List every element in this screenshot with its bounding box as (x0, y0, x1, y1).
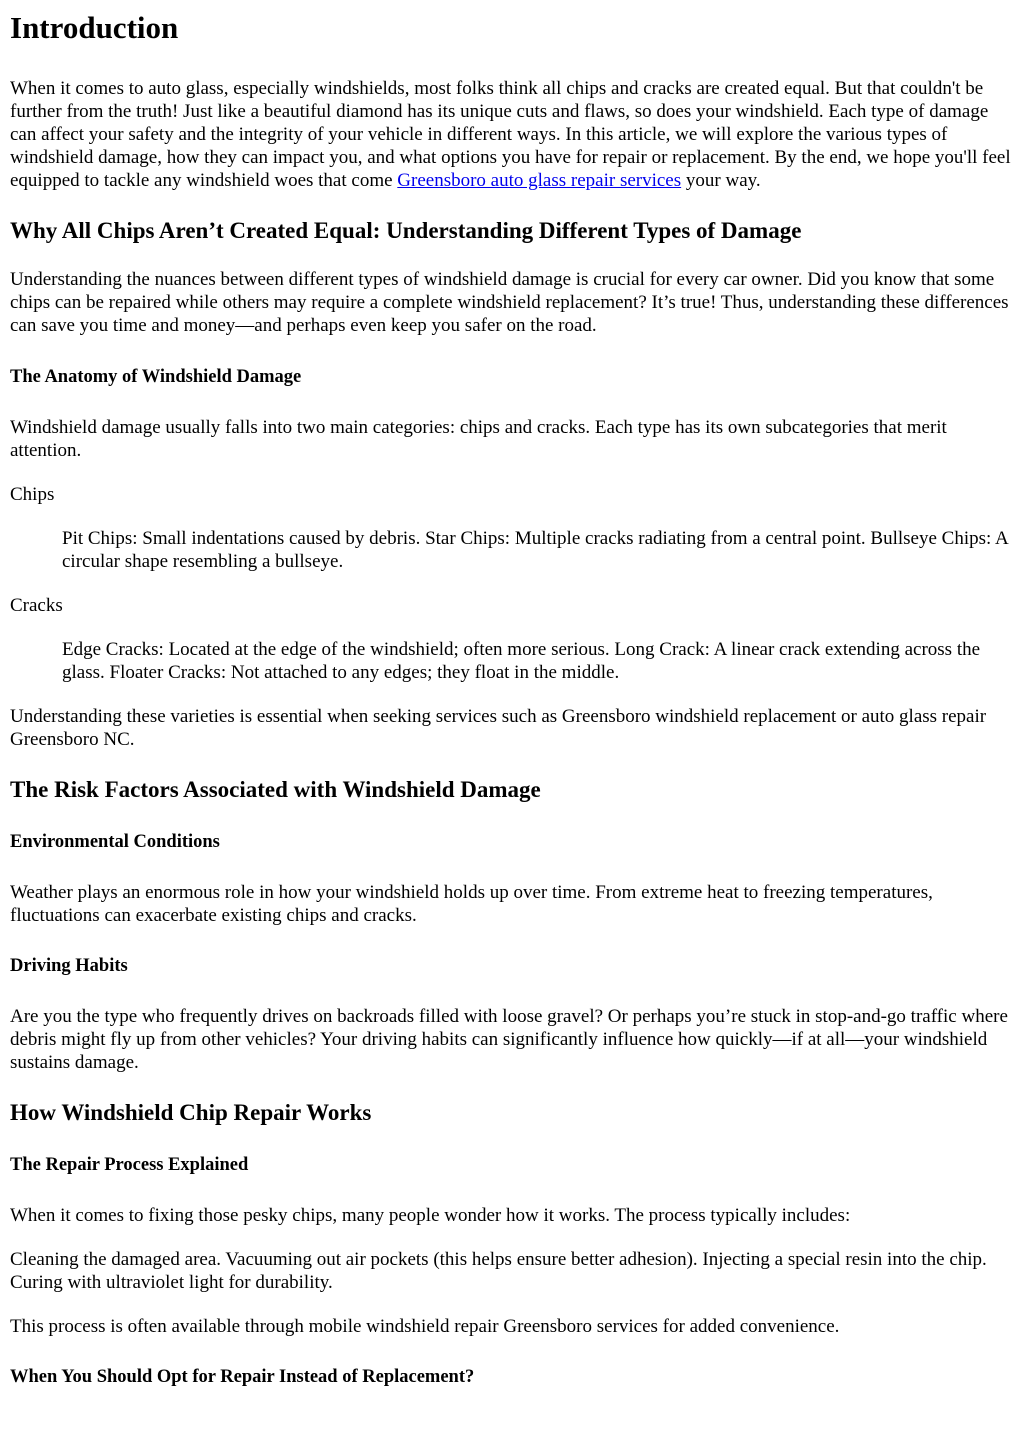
subheading-driving-habits: Driving Habits (10, 956, 128, 976)
chips-list: Pit Chips: Small indentations caused by debris. Star Chips: Multiple cracks radiating from a central point. Bullseye Chips: A circular shape resembling a bullseye. (62, 528, 1008, 572)
repair-process-note: This process is often available through mobile windshield repair Greensboro services for added convenience. (10, 1316, 840, 1337)
chips-label: Chips (10, 484, 55, 505)
environmental-paragraph: Weather plays an enormous role in how your windshield holds up over time. From extreme heat to freezing temperatures, fluctuations can exacerbate existing chips and cracks. (10, 882, 933, 926)
driving-habits-paragraph: Are you the type who frequently drives on backroads filled with loose gravel? Or perhaps you’re stuck in stop-and-go traffic where debris might fly up from other vehicles? Your driving habits can significantly influence how quickly—if at all—your windshield sustains damage. (10, 1006, 1008, 1073)
intro-text: When it comes to auto glass, especially windshields, most folks think all chips and cracks are created equal. But that couldn't be further from the truth! Just like a beautiful diamond has its unique cuts and flaws, so does your windshield. Each type of damage can affect your safety and the integrity of your vehicle in different ways. In this article, we will explore the various types of windshield damage, how they can impact you, and what options you have for repair or replacement. By the end, we hope you'll feel equipped to tackle any windshield woes that come (10, 78, 1011, 191)
subheading-repair-vs-replacement: When You Should Opt for Repair Instead of Replacement? (10, 1367, 475, 1387)
subheading-anatomy: The Anatomy of Windshield Damage (10, 367, 302, 387)
subheading-environmental: Environmental Conditions (10, 832, 220, 852)
intro-tail: your way. (681, 170, 761, 191)
repair-process-intro: When it comes to fixing those pesky chips, many people wonder how it works. The process typically includes: (10, 1205, 851, 1226)
greensboro-auto-glass-link[interactable]: Greensboro auto glass repair services (397, 170, 682, 191)
page-title: Introduction (10, 10, 179, 45)
chips-paragraph: Understanding the nuances between different types of windshield damage is crucial for every car owner. Did you know that some chips can be repaired while others may require a complete windshield replacement? It’s true! Thus, understanding these differences can save you time and money—and perhaps even keep you safer on the road. (10, 269, 1009, 336)
section-heading-risk: The Risk Factors Associated with Windshield Damage (10, 777, 541, 802)
anatomy-paragraph: Windshield damage usually falls into two main categories: chips and cracks. Each type has its own subcategories that merit attention. (10, 417, 947, 461)
intro-paragraph (10, 77, 1014, 192)
cracks-label: Cracks (10, 595, 63, 616)
cracks-list: Edge Cracks: Located at the edge of the windshield; often more serious. Long Crack: A linear crack extending across the glass. Floater Cracks: Not attached to any edges; they float in the middle. (62, 639, 981, 683)
article (0, 10, 1024, 1389)
anatomy-summary: Understanding these varieties is essential when seeking services such as Greensboro windshield replacement or auto glass repair Greensboro NC. (10, 706, 987, 750)
section-heading-chips: Why All Chips Aren’t Created Equal: Understanding Different Types of Damage (10, 218, 802, 243)
repair-process-steps: Cleaning the damaged area. Vacuuming out air pockets (this helps ensure better adhesion). Injecting a special resin into the chip. Curing with ultraviolet light for durability. (10, 1249, 987, 1293)
section-heading-repair: How Windshield Chip Repair Works (10, 1100, 372, 1125)
subheading-repair-process: The Repair Process Explained (10, 1155, 249, 1175)
